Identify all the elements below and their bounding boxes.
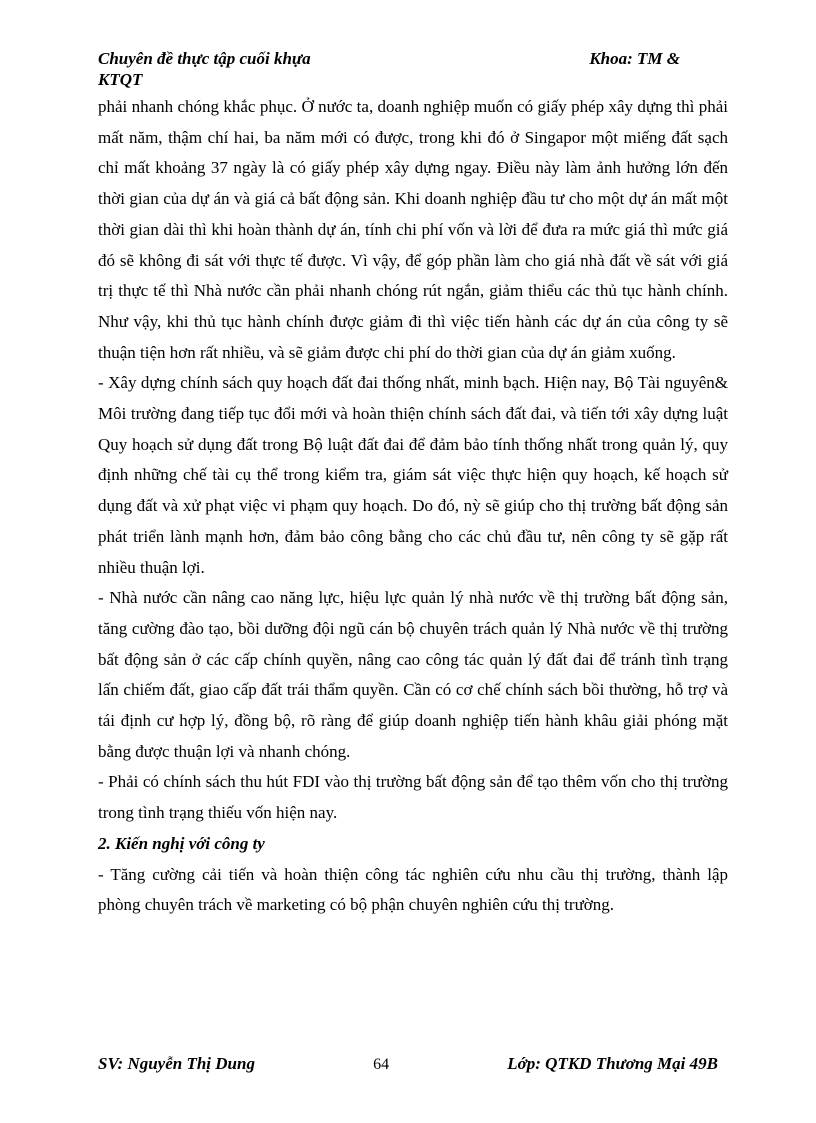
header-faculty-continued: KTQT	[98, 70, 143, 89]
footer-student: SV: Nguyễn Thị Dung	[98, 1054, 255, 1073]
paragraph-5: - Tăng cường cải tiến và hoàn thiện công tác nghiên cứu nhu cầu thị trường, thành lập phòng chuyên trách về marketing có bộ phận chuyên nghiên cứu thị trường.	[98, 864, 728, 915]
header-title: Chuyên đề thực tập cuối khựa	[98, 49, 311, 68]
page-footer	[98, 1054, 718, 1074]
paragraph-3: - Nhà nước cần nâng cao năng lực, hiệu lực quản lý nhà nước về thị trường bất động sản, tăng cường đào tạo, bồi dưỡng đội ngũ cán bộ chuyên trách quản lý Nhà nước về thị trường bất động sản ở các cấp chính quyền, nâng cao công tác quản lý đất đai để tránh tình trạng lấn chiếm đất, giao cấp đất trái thẩm quyền. Cần có cơ chế chính sách bồi thường, hỗ trợ và tái định cư hợp lý, đồng bộ, rõ ràng để giúp doanh nghiệp tiến hành khâu giải phóng mặt bằng được thuận lợi và nhanh chóng.	[98, 588, 728, 761]
header-faculty: Khoa: TM &	[589, 49, 680, 68]
header-row	[98, 48, 718, 69]
paragraph-4: - Phải có chính sách thu hút FDI vào thị trường bất động sản để tạo thêm vốn cho thị trường trong tình trạng thiếu vốn hiện nay.	[98, 772, 728, 823]
paragraph-1: phải nhanh chóng khắc phục. Ở nước ta, doanh nghiệp muốn có giấy phép xây dựng thì phải mất năm, thậm chí hai, ba năm mới có được, trong khi đó ở Singapor một miếng đất sạch chỉ mất khoảng 37 ngày là có giấy phép xây dựng ngay. Điều này làm ảnh hưởng lớn đến thời gian của dự án và giá cả bất động sản. Khi doanh nghiệp đầu tư cho một dự án mất một thời gian dài thì khi hoàn thành dự án, tính chi phí vốn và lời để đưa ra mức giá thì mức giá đó sẽ không đi sát với thực tế được. Vì vậy, để góp phần làm cho giá nhà đất về sát với giá trị thực tế thì Nhà nước cần phải nhanh chóng rút ngắn, giảm thiểu các thủ tục hành chính. Như vậy, khi thủ tục hành chính được giảm đi thì việc tiến hành các dự án của công ty sẽ thuận tiện hơn rất nhiều, và sẽ giảm được chi phí do thời gian của dự án giảm xuống.	[98, 97, 728, 362]
page-number: 64	[373, 1056, 390, 1073]
section-heading: 2. Kiến nghị với công ty	[98, 833, 265, 853]
footer-class: Lớp: QTKD Thương Mại 49B	[507, 1054, 718, 1073]
document-body	[98, 92, 728, 921]
page-header	[98, 48, 718, 90]
paragraph-2: - Xây dựng chính sách quy hoạch đất đai thống nhất, minh bạch. Hiện nay, Bộ Tài nguyên& Môi trường đang tiếp tục đổi mới và hoàn thiện chính sách đất đai, và tiến tới xây dựng luật Quy hoạch sử dụng đất trong Bộ luật đất đai để đảm bảo tính thống nhất trong quản lý, quy định những chế tài cụ thể trong kiểm tra, giám sát việc thực hiện quy hoạch, kế hoạch sử dụng đất và xử phạt việc vi phạm quy hoạch. Do đó, nỳ sẽ giúp cho thị trường bất động sản phát triển lành mạnh hơn, đảm bảo công bằng cho các chủ đầu tư, nên công ty sẽ gặp rất nhiều thuận lợi.	[98, 373, 728, 577]
